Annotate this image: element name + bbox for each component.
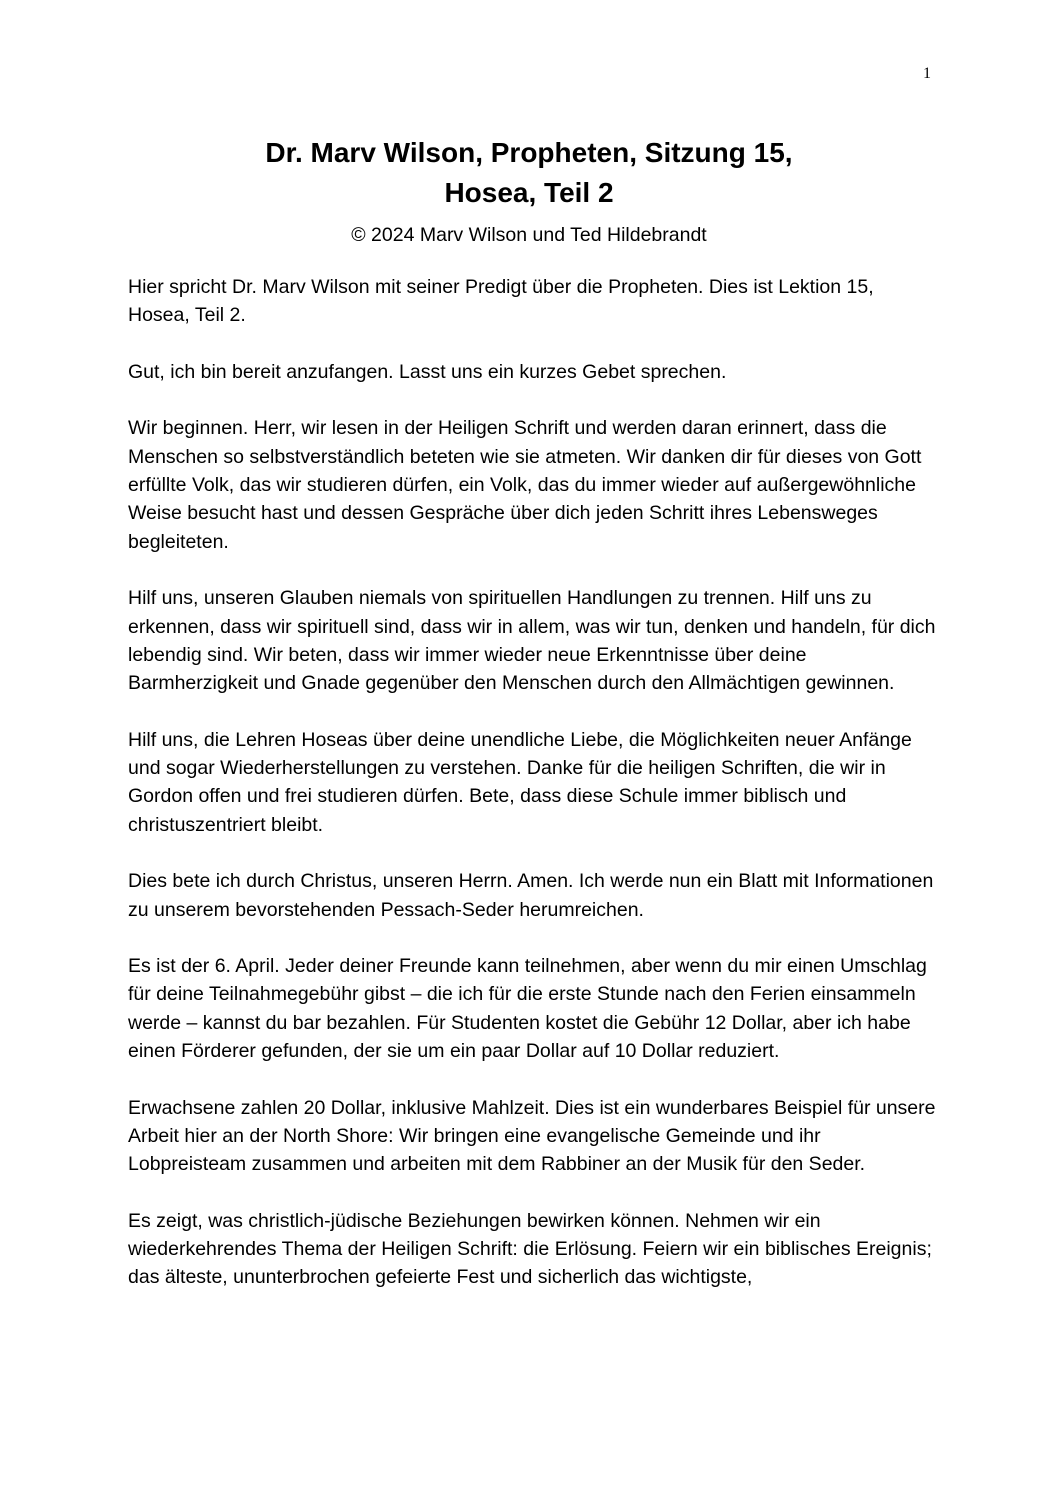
document-body [128, 273, 936, 1320]
paragraph-8: Erwachsene zahlen 20 Dollar, inklusive Mahlzeit. Dies ist ein wunderbares Beispiel für unsere Arbeit hier an der North Shore: Wir bringen eine evangelische Gemeinde und ihr Lobpreisteam zusammen und arbeiten mit dem Rabbiner an der Musik für den Seder. [128, 1096, 936, 1176]
paragraph-3: Wir beginnen. Herr, wir lesen in der Heiligen Schrift und werden daran erinnert, dass die Menschen so selbstverständlich beteten wie sie atmeten. Wir danken dir für dieses von Gott erfüllte Volk, das wir studieren dürfen, ein Volk, das du immer wieder auf außergewöhnliche Weise besucht hast und dessen Gespräche über dich jeden Schritt ihres Lebensweges begleiteten. [128, 417, 922, 553]
title-line-2: Hosea, Teil 2 [444, 177, 614, 208]
page-number: 1 [923, 65, 931, 82]
title-line-1: Dr. Marv Wilson, Propheten, Sitzung 15, [265, 137, 793, 168]
paragraph-9: Es zeigt, was christlich-jüdische Beziehungen bewirken können. Nehmen wir ein wiederkehrendes Thema der Heiligen Schrift: die Erlösung. Feiern wir ein biblisches Ereignis; das älteste, ununterbrochen gefeierte Fest und sicherlich das wichtigste, [128, 1209, 932, 1289]
paragraph-2: Gut, ich bin bereit anzufangen. Lasst uns ein kurzes Gebet sprechen. [128, 360, 727, 383]
document-title [128, 133, 930, 213]
copyright-notice: © 2024 Marv Wilson und Ted Hildebrandt [351, 224, 707, 246]
paragraph-4: Hilf uns, unseren Glauben niemals von spirituellen Handlungen zu trennen. Hilf uns zu erkennen, dass wir spirituell sind, dass wir in allem, was wir tun, denken und handeln, für dich lebendig sind. Wir beten, dass wir immer wieder neue Erkenntnisse über deine Barmherzigkeit und Gnade gegenüber den Menschen durch den Allmächtigen gewinnen. [128, 587, 936, 695]
paragraph-5: Hilf uns, die Lehren Hoseas über deine unendliche Liebe, die Möglichkeiten neuer Anfänge und sogar Wiederherstellungen zu verstehen. Danke für die heiligen Schriften, die wir in Gordon offen und frei studieren dürfen. Bete, dass diese Schule immer biblisch und christuszentriert bleibt. [128, 728, 912, 836]
document-header [128, 133, 930, 249]
paragraph-6: Dies bete ich durch Christus, unseren Herrn. Amen. Ich werde nun ein Blatt mit Informationen zu unserem bevorstehenden Pessach-Seder herumreichen. [128, 870, 934, 921]
paragraph-1: Hier spricht Dr. Marv Wilson mit seiner Predigt über die Propheten. Dies ist Lektion 15, Hosea, Teil 2. [128, 276, 874, 327]
paragraph-7: Es ist der 6. April. Jeder deiner Freunde kann teilnehmen, aber wenn du mir einen Umschlag für deine Teilnahmegebühr gibst – die ich für die erste Stunde nach den Ferien einsammeln werde – kannst du bar bezahlen. Für Studenten kostet die Gebühr 12 Dollar, aber ich habe einen Förderer gefunden, der sie um ein paar Dollar auf 10 Dollar reduziert. [128, 955, 927, 1063]
